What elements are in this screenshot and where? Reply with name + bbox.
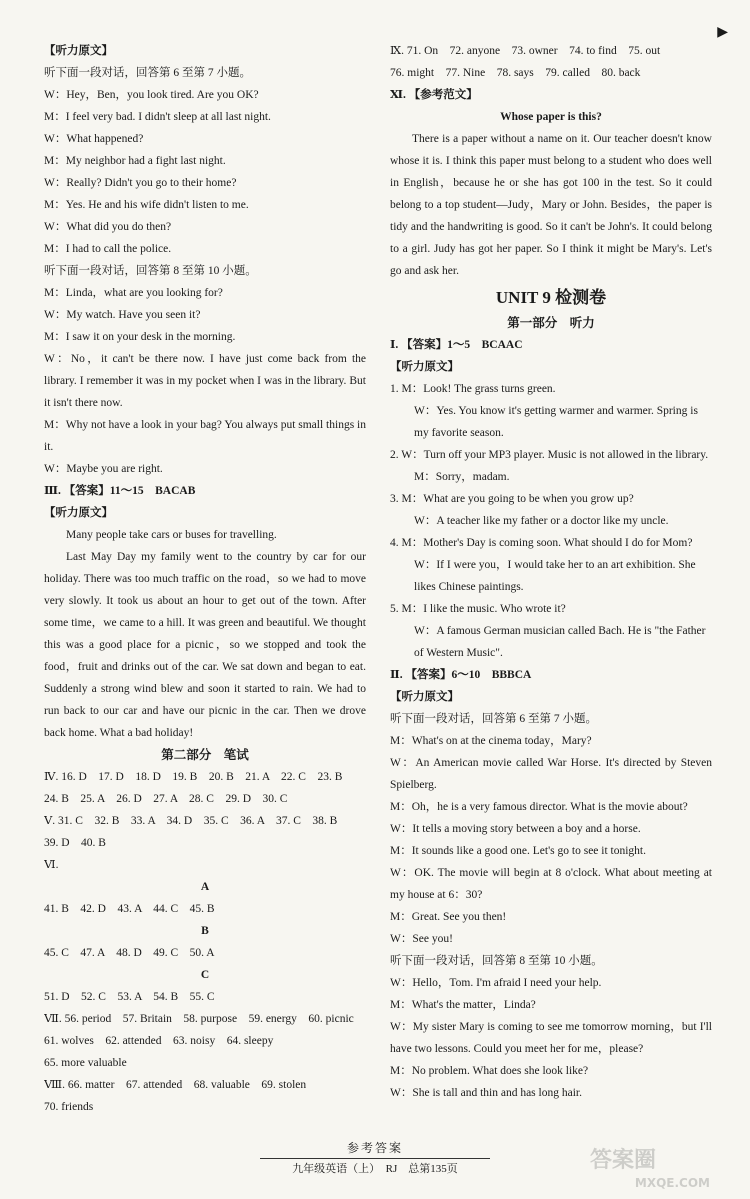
watermark-url: MXQE.COM bbox=[634, 1176, 710, 1190]
watermark-logo bbox=[590, 1150, 710, 1195]
instruction: 听下面一段对话，回答第 8 至第 10 小题。 bbox=[44, 265, 257, 277]
answer-row: 76. might 77. Nine 78. says 79. called 80. back bbox=[390, 67, 641, 79]
dialogue-line: W：Hello，Tom. I'm afraid I need your help. bbox=[390, 977, 602, 989]
answer-row: 61. wolves 62. attended 63. noisy 64. sleepy bbox=[44, 1035, 274, 1047]
instruction: 听下面一段对话，回答第 6 至第 7 小题。 bbox=[390, 713, 597, 725]
dialogue-line: W：See you! bbox=[390, 933, 453, 945]
dialogue-line: M：What's the matter，Linda? bbox=[390, 999, 536, 1011]
answer-key-section: Ⅱ. 【答案】6～10 BBBCA bbox=[390, 669, 532, 681]
dialogue-line: M：Sorry，madam. bbox=[414, 471, 510, 483]
listening-text-header: 【听力原文】 bbox=[390, 361, 459, 373]
dialogue-line: M：What's on at the cinema today，Mary? bbox=[390, 735, 592, 747]
footer-divider bbox=[260, 1158, 490, 1159]
dialogue-line: M：Great. See you then! bbox=[390, 911, 507, 923]
dialogue-line: M：Why not have a look in your bag? You always put small things in it. bbox=[44, 419, 366, 453]
instruction: 听下面一段对话，回答第 6 至第 7 小题。 bbox=[44, 67, 251, 79]
listening-text-header: 【听力原文】 bbox=[44, 45, 113, 57]
dialogue-line: W：Really? Didn't you go to their home? bbox=[44, 177, 237, 189]
footer-page-info: 九年级英语（上） RJ 总第135页 bbox=[292, 1163, 458, 1175]
answer-row: Ⅶ. 56. period 57. Britain 58. purpose 59. energy 60. picnic bbox=[44, 1013, 354, 1025]
dialogue-line: M：Linda，what are you looking for? bbox=[44, 287, 223, 299]
dialogue-line: W：No，it can't be there now. I have just come back from the library. I remember it was in my pocket when I was in the library. But it isn't there now. bbox=[44, 353, 366, 409]
dialogue-line: W：If I were you，I would take her to an art exhibition. She likes Chinese paintings. bbox=[414, 559, 696, 593]
subsection-label: B bbox=[201, 925, 209, 937]
passage-line: Many people take cars or buses for travelling. bbox=[66, 529, 277, 541]
watermark-text: 答案圈 bbox=[590, 1148, 657, 1173]
sample-essay-header: Ⅺ. 【参考范文】 bbox=[390, 89, 478, 101]
dialogue-line: W：Hey，Ben，you look tired. Are you OK? bbox=[44, 89, 259, 101]
answer-row: 24. B 25. A 26. D 27. A 28. C 29. D 30. C bbox=[44, 793, 288, 805]
dialogue-line: 1. M：Look! The grass turns green. bbox=[390, 383, 556, 395]
answer-row: 41. B 42. D 43. A 44. C 45. B bbox=[44, 903, 215, 915]
dialogue-line: M：I saw it on your desk in the morning. bbox=[44, 331, 236, 343]
dialogue-line: 2. W：Turn off your MP3 player. Music is not allowed in the library. bbox=[390, 449, 709, 461]
dialogue-line: W：What happened? bbox=[44, 133, 144, 145]
listening-text-header: 【听力原文】 bbox=[390, 691, 459, 703]
footer-title: 参考答案 bbox=[346, 1141, 403, 1155]
dialogue-line: W：Maybe you are right. bbox=[44, 463, 163, 475]
corner-arrow-icon: ▶ bbox=[717, 25, 728, 40]
dialogue-line: W：My watch. Have you seen it? bbox=[44, 309, 201, 321]
dialogue-line: W：An American movie called War Horse. It's directed by Steven Spielberg. bbox=[390, 757, 712, 791]
answer-row: Ⅴ. 31. C 32. B 33. A 34. D 35. C 36. A 37. C 38. B bbox=[44, 815, 338, 827]
subsection-label: A bbox=[200, 881, 210, 893]
answer-row: 39. D 40. B bbox=[44, 837, 106, 849]
answer-row: 45. C 47. A 48. D 49. C 50. A bbox=[44, 947, 215, 959]
section-title: 第一部分 听力 bbox=[507, 316, 595, 330]
essay-paragraph: There is a paper without a name on it. Our teacher doesn't know whose it is. I think this paper must belong to a student who does well in English，because he or she has got 100 in the test. So it could belong to a top student—Judy，Mary or John. Besides，the paper is tidy and the handwriting is good. So it can't be John's. It could belong to a girl. Judy has got her paper. So I think it might be Mary's. Let's go and ask her. bbox=[390, 133, 712, 277]
answer-row: Ⅳ. 16. D 17. D 18. D 19. B 20. B 21. A 22. C 23. B bbox=[44, 771, 343, 783]
unit-title: UNIT 9 检测卷 bbox=[495, 288, 607, 307]
dialogue-line: 5. M：I like the music. Who wrote it? bbox=[390, 603, 566, 615]
answer-row: Ⅷ. 66. matter 67. attended 68. valuable 69. stolen bbox=[44, 1079, 307, 1091]
listening-text-header: 【听力原文】 bbox=[44, 507, 113, 519]
passage-paragraph: Last May Day my family went to the country by car for our holiday. There was too much traffic on the road，so we had to move very slowly. It took us about an hour to get out of the town. After some time，we came to a hill. It was green and beautiful. We thought this was a good place for a picnic，so we stopped and took the food，fruit and drinks out of the car. We sat down and began to eat. Suddenly a strong wind blew and soon it started to rain. We had to run back to our car and have our picnic in the car. Then we drove back home. What a bad holiday! bbox=[44, 551, 366, 739]
answer-key-section: Ⅲ. 【答案】11～15 BACAB bbox=[44, 485, 196, 497]
dialogue-line: M：My neighbor had a fight last night. bbox=[44, 155, 226, 167]
dialogue-line: 4. M：Mother's Day is coming soon. What should I do for Mom? bbox=[390, 537, 693, 549]
dialogue-line: W：OK. The movie will begin at 8 o'clock. What about meeting at my house at 6：30? bbox=[390, 867, 712, 901]
instruction: 听下面一段对话，回答第 8 至第 10 小题。 bbox=[390, 955, 603, 967]
essay-title: Whose paper is this? bbox=[500, 111, 602, 123]
dialogue-line: M：I feel very bad. I didn't sleep at all last night. bbox=[44, 111, 271, 123]
dialogue-line: M：No problem. What does she look like? bbox=[390, 1065, 589, 1077]
dialogue-line: W：A famous German musician called Bach. He is "the Father of Western Music". bbox=[414, 625, 706, 659]
dialogue-line: W：A teacher like my father or a doctor like my uncle. bbox=[414, 515, 669, 527]
section-title: 第二部分 笔试 bbox=[161, 748, 249, 762]
dialogue-line: W：My sister Mary is coming to see me tomorrow morning，but I'll have two lessons. Could you meet her for me，please? bbox=[390, 1021, 712, 1055]
subsection-label: C bbox=[200, 969, 210, 981]
dialogue-line: W：Yes. You know it's getting warmer and warmer. Spring is my favorite season. bbox=[414, 405, 698, 439]
dialogue-line: M：I had to call the police. bbox=[44, 243, 172, 255]
answer-row: 70. friends bbox=[44, 1101, 94, 1113]
answer-key-section: Ⅰ. 【答案】1～5 BCAAC bbox=[390, 339, 523, 351]
dialogue-line: M：Oh，he is a very famous director. What is the movie about? bbox=[390, 801, 688, 813]
answer-row: 51. D 52. C 53. A 54. B 55. C bbox=[44, 991, 215, 1003]
dialogue-line: 3. M：What are you going to be when you grow up? bbox=[390, 493, 634, 505]
dialogue-line: M：Yes. He and his wife didn't listen to me. bbox=[44, 199, 249, 211]
answer-row: Ⅵ. bbox=[44, 859, 59, 871]
dialogue-line: W：She is tall and thin and has long hair. bbox=[390, 1087, 582, 1099]
right-column bbox=[390, 40, 712, 1104]
answer-row: 65. more valuable bbox=[44, 1057, 127, 1069]
left-column bbox=[44, 40, 366, 1118]
answer-row: Ⅸ. 71. On 72. anyone 73. owner 74. to find 75. out bbox=[390, 45, 661, 57]
dialogue-line: W：It tells a moving story between a boy and a horse. bbox=[390, 823, 641, 835]
dialogue-line: W：What did you do then? bbox=[44, 221, 172, 233]
dialogue-line: M：It sounds like a good one. Let's go to see it tonight. bbox=[390, 845, 647, 857]
